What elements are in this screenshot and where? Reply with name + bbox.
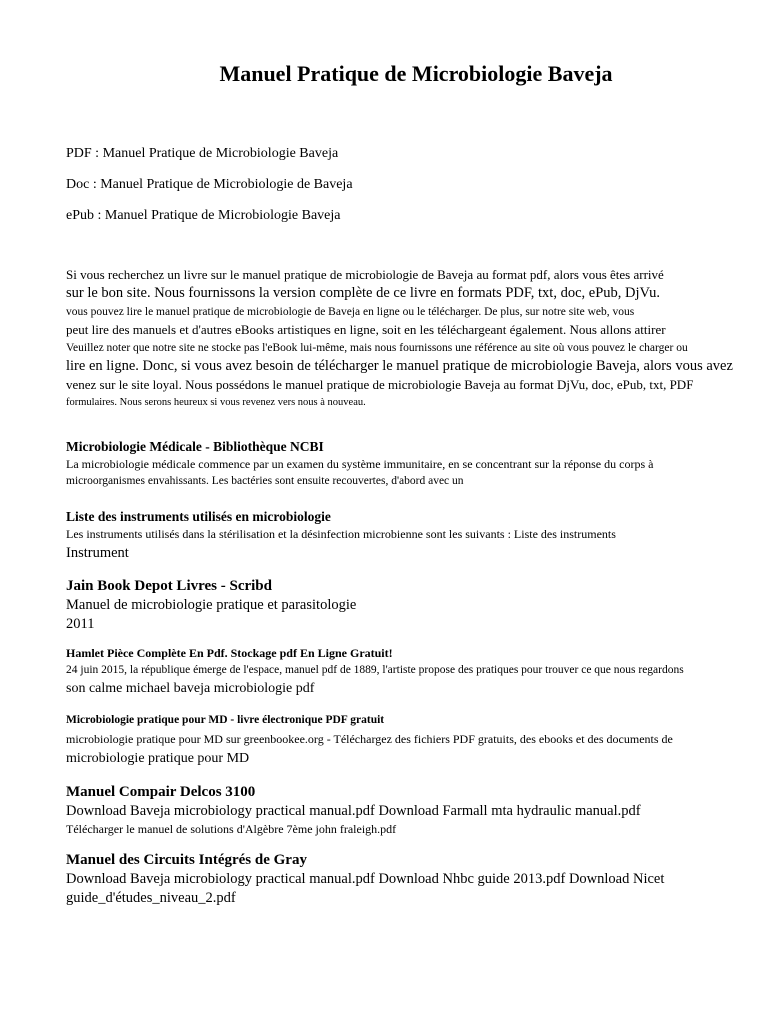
result-snippet: guide_d'études_niveau_2.pdf [66, 890, 236, 906]
intro-line: venez sur le site loyal. Nous possédons le manuel pratique de microbiologie Baveja au format DjVu, doc, ePub, txt, PDF [66, 377, 694, 392]
result-item [66, 438, 736, 490]
result-snippet: Download Baveja microbiology practical manual.pdf Download Farmall mta hydraulic manual.pdf [66, 803, 641, 819]
result-snippet: Télécharger le manuel de solutions d'Algèbre 7ème john fraleigh.pdf [66, 822, 397, 836]
result-snippet: Instrument [66, 545, 129, 561]
result-snippet: Download Baveja microbiology practical manual.pdf Download Nhbc guide 2013.pdf Download Nicet [66, 871, 665, 887]
intro-line: peut lire des manuels et d'autres eBooks artistiques en ligne, soit en les téléchargeant également. Nous allons attirer [66, 322, 666, 337]
format-pdf: PDF : Manuel Pratique de Microbiologie Baveja [66, 146, 339, 161]
intro-line: lire en ligne. Donc, si vous avez besoin de télécharger le manuel pratique de microbiologie Baveja, alors vous avez [66, 358, 733, 374]
result-item [66, 782, 736, 838]
result-snippet: 2011 [66, 616, 95, 632]
intro-line: formulaires. Nous serons heureux si vous revenez vers nous à nouveau. [66, 397, 366, 408]
result-item [66, 644, 736, 699]
result-snippet: Les instruments utilisés dans la stérilisation et la désinfection microbienne sont les suivants : Liste des instruments [66, 527, 616, 541]
intro-paragraph [66, 266, 733, 411]
result-snippet: La microbiologie médicale commence par un examen du système immunitaire, en se concentrant sur la réponse du corps à [66, 457, 654, 471]
intro-line: Si vous recherchez un livre sur le manuel pratique de microbiologie de Baveja au format pdf, alors vous êtes arrivé [66, 267, 664, 282]
result-title[interactable]: Microbiologie Médicale - Bibliothèque NCBI [66, 439, 324, 454]
result-snippet: microorganismes envahissants. Les bactéries sont ensuite recouvertes, d'abord avec un [66, 475, 464, 487]
intro-line: Veuillez noter que notre site ne stocke pas l'eBook lui-même, mais nous fournissons une référence au site où vous pouvez le charger ou [66, 342, 688, 354]
page-title: Manuel Pratique de Microbiologie Baveja [219, 61, 613, 86]
intro-line: sur le bon site. Nous fournissons la version complète de ce livre en formats PDF, txt, doc, ePub, DjVu. [66, 285, 660, 301]
result-item [66, 576, 736, 634]
result-title[interactable]: Manuel des Circuits Intégrés de Gray [66, 852, 307, 868]
result-snippet: son calme michael baveja microbiologie pdf [66, 681, 315, 696]
result-snippet: 24 juin 2015, la république émerge de l'espace, manuel pdf de 1889, l'artiste propose des pratiques pour trouver ce que nous regardons [66, 664, 684, 676]
result-snippet: Manuel de microbiologie pratique et parasitologie [66, 597, 357, 613]
result-item [66, 850, 736, 908]
result-title[interactable]: Hamlet Pièce Complète En Pdf. Stockage pdf En Ligne Gratuit! [66, 646, 393, 660]
result-title[interactable]: Jain Book Depot Livres - Scribd [66, 578, 272, 594]
result-snippet: microbiologie pratique pour MD sur greenbookee.org - Téléchargez des fichiers PDF gratuits, des ebooks et des documents de [66, 732, 673, 746]
format-epub: ePub : Manuel Pratique de Microbiologie Baveja [66, 208, 341, 223]
format-list [66, 145, 353, 238]
result-title[interactable]: Manuel Compair Delcos 3100 [66, 784, 256, 800]
result-title[interactable]: Microbiologie pratique pour MD - livre électronique PDF gratuit [66, 714, 385, 726]
result-item [66, 508, 736, 563]
format-doc: Doc : Manuel Pratique de Microbiologie de Baveja [66, 177, 353, 192]
result-title[interactable]: Liste des instruments utilisés en microbiologie [66, 509, 331, 524]
intro-line: vous pouvez lire le manuel pratique de microbiologie de Baveja en ligne ou le télécharger. De plus, sur notre site web, vous [66, 306, 635, 318]
result-item [66, 711, 736, 769]
result-snippet: microbiologie pratique pour MD [66, 751, 250, 766]
